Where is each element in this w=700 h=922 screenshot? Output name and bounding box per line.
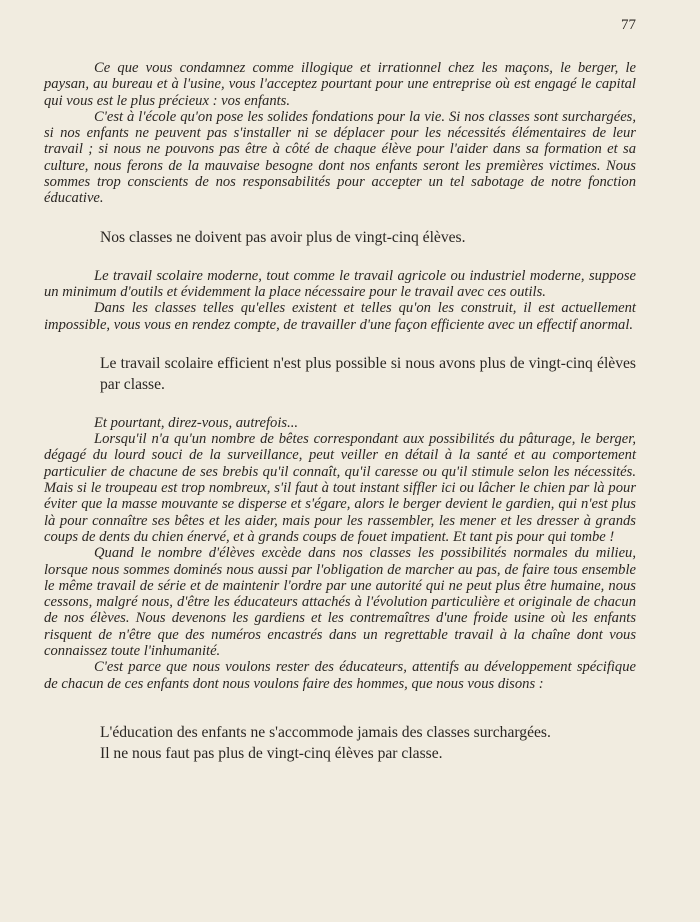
statement-block-3 — [44, 722, 636, 764]
paragraph: Dans les classes telles qu'elles existent et telles qu'on les construit, il est actuellement impossible, vous vous en rendez compte, de travailler d'une façon efficiente avec un effectif anormal. — [44, 300, 636, 333]
statement-line: L'éducation des enfants ne s'accommode jamais des classes surchargées. — [100, 723, 551, 741]
statement-line: Le travail scolaire efficient n'est plus possible si nous avons plus de vingt-cinq élèves par classe. — [100, 354, 636, 393]
paragraph: C'est parce que nous voulons rester des éducateurs, attentifs au développement spécifique de chacun de ces enfants dont nous voulons faire des hommes, que nous vous disons : — [44, 659, 636, 692]
paragraph: Lorsqu'il n'a qu'un nombre de bêtes correspondant aux possibilités du pâturage, le berger, dégagé du lourd souci de la surveillance, peut veiller en détail à la santé et au comportement particulier de chacune de ses brebis qu'il connaît, qu'il caresse ou qu'il stimule selon les nécessités. Mais si le troupeau est trop nombreux, s'il faut à tout instant siffler ici ou lâcher le chien par là pour éviter que la masse mouvante se disperse et s'égare, alors le berger devient le gardien, qui n'est plus là pour connaître ses bêtes et les aider, mais pour les rassembler, les mener et les dresser à grands coups de dents du chien énervé, et à grands coups de fouet impatient. Et tant pis pour qui tombe ! — [44, 431, 636, 545]
italic-block-1 — [44, 60, 636, 207]
statement-line: Il ne nous faut pas plus de vingt-cinq élèves par classe. — [100, 744, 443, 762]
statement-line: Nos classes ne doivent pas avoir plus de vingt-cinq élèves. — [100, 228, 466, 246]
statement-block-1 — [44, 227, 636, 248]
page-body — [44, 60, 636, 764]
page-number: 77 — [621, 17, 636, 33]
paragraph: C'est à l'école qu'on pose les solides fondations pour la vie. Si nos classes sont surchargées, si nos enfants ne peuvent pas s'installer ni se déplacer pour les nécessités élémentaires de leur travail ; si nous ne pouvons pas être à côté de chaque élève pour l'aider dans sa formation et sa culture, nous ferons de la mauvaise besogne dont nos enfants seront les premières victimes. Nous sommes trop conscients de nos responsabilités pour accepter un tel sabotage de notre fonction éducative. — [44, 108, 636, 207]
paragraph: Le travail scolaire moderne, tout comme le travail agricole ou industriel moderne, suppose un minimum d'outils et évidemment la place nécessaire pour le travail avec ces outils. — [44, 267, 636, 300]
paragraph: Et pourtant, direz-vous, autrefois... — [94, 414, 299, 431]
paragraph: Ce que vous condamnez comme illogique et irrationnel chez les maçons, le berger, le paysan, au bureau et à l'usine, vous l'acceptez pourtant pour une entreprise où est engagé le capital qui vous est le plus précieux : vos enfants. — [44, 60, 636, 109]
statement-block-2 — [44, 353, 636, 395]
italic-block-3 — [44, 415, 636, 692]
italic-block-2 — [44, 268, 636, 333]
paragraph: Quand le nombre d'élèves excède dans nos classes les possibilités normales du milieu, lorsque nous sommes dominés nous aussi par l'obligation de marcher au pas, de faire tous ensemble le même travail de série et de maintenir l'ordre par une autorité qui ne peut plus être humaine, nous cessons, malgré nous, d'être les éducateurs attachés à l'évolution particulière et originale de chacun de nos élèves. Nous devenons les gardiens et les contremaîtres d'une froide usine où les enfants risquent de n'être que des numéros encastrés dans un regrettable travail à la chaîne dont vous connaissez toute l'inhumanité. — [44, 545, 636, 660]
